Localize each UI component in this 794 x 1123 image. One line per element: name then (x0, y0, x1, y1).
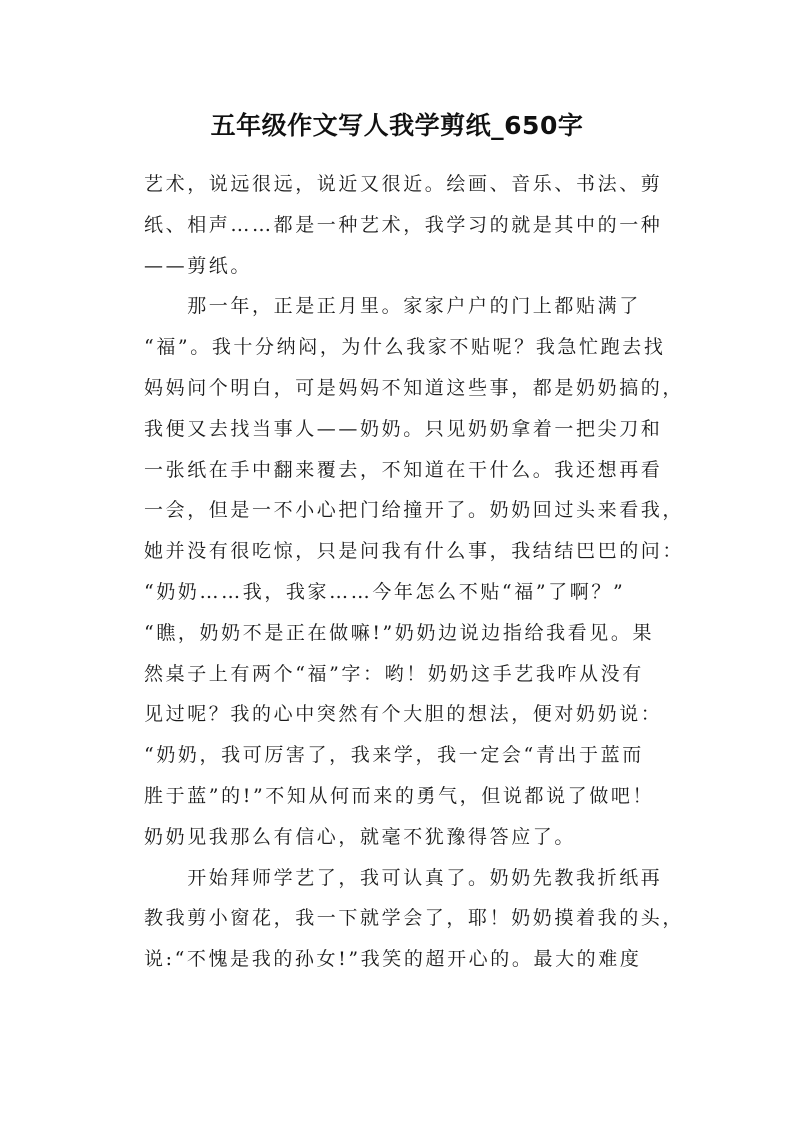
text-line: 然桌子上有两个“福”字：哟！奶奶这手艺我咋从没有 (144, 662, 644, 685)
text-line: 我便又去找当事人——奶奶。只见奶奶拿着一把尖刀和 (144, 417, 663, 440)
text-line: 奶奶见我那么有信心，就毫不犹豫得答应了。 (144, 825, 577, 848)
text-line: “奶奶……我，我家……今年怎么不贴“福”了啊？” (144, 580, 626, 603)
text-line: 开始拜师学艺了，我可认真了。奶奶先教我折纸再 (144, 866, 663, 889)
text-line: 一会，但是一不小心把门给撞开了。奶奶回过头来看我， (144, 499, 685, 522)
document-body (144, 164, 684, 980)
text-line: “福”。我十分纳闷，为什么我家不贴呢？我急忙跑去找 (144, 336, 666, 359)
text-line: ——剪纸。 (144, 254, 253, 277)
text-line: 见过呢？我的心中突然有个大胆的想法，便对奶奶说： (144, 703, 663, 726)
text-line: “奶奶，我可厉害了，我来学，我一定会“青出于蓝而 (144, 744, 644, 767)
text-line: 妈妈问个明白，可是妈妈不知道这些事，都是奶奶搞的， (144, 376, 685, 399)
text-line: 教我剪小窗花，我一下就学会了，耶！奶奶摸着我的头， (144, 907, 685, 930)
text-line: 她并没有很吃惊，只是问我有什么事，我结结巴巴的问： (144, 540, 685, 563)
document-title: 五年级作文写人我学剪纸_650字 (210, 111, 584, 140)
text-line: 那一年，正是正月里。家家户户的门上都贴满了 (144, 295, 641, 318)
text-line: 纸、相声……都是一种艺术，我学习的就是其中的一种 (144, 213, 663, 236)
text-line: 说:“不愧是我的孙女!”我笑的超开心的。最大的难度 (144, 948, 642, 971)
text-line: “瞧，奶奶不是正在做嘛!”奶奶边说边指给我看见。果 (144, 621, 655, 644)
text-line: 胜于蓝”的!”不知从何而来的勇气，但说都说了做吧！ (144, 784, 655, 807)
text-line: 艺术，说远很远，说近又很近。绘画、音乐、书法、剪 (144, 173, 663, 195)
text-line: 一张纸在手中翻来覆去，不知道在干什么。我还想再看 (144, 458, 663, 481)
